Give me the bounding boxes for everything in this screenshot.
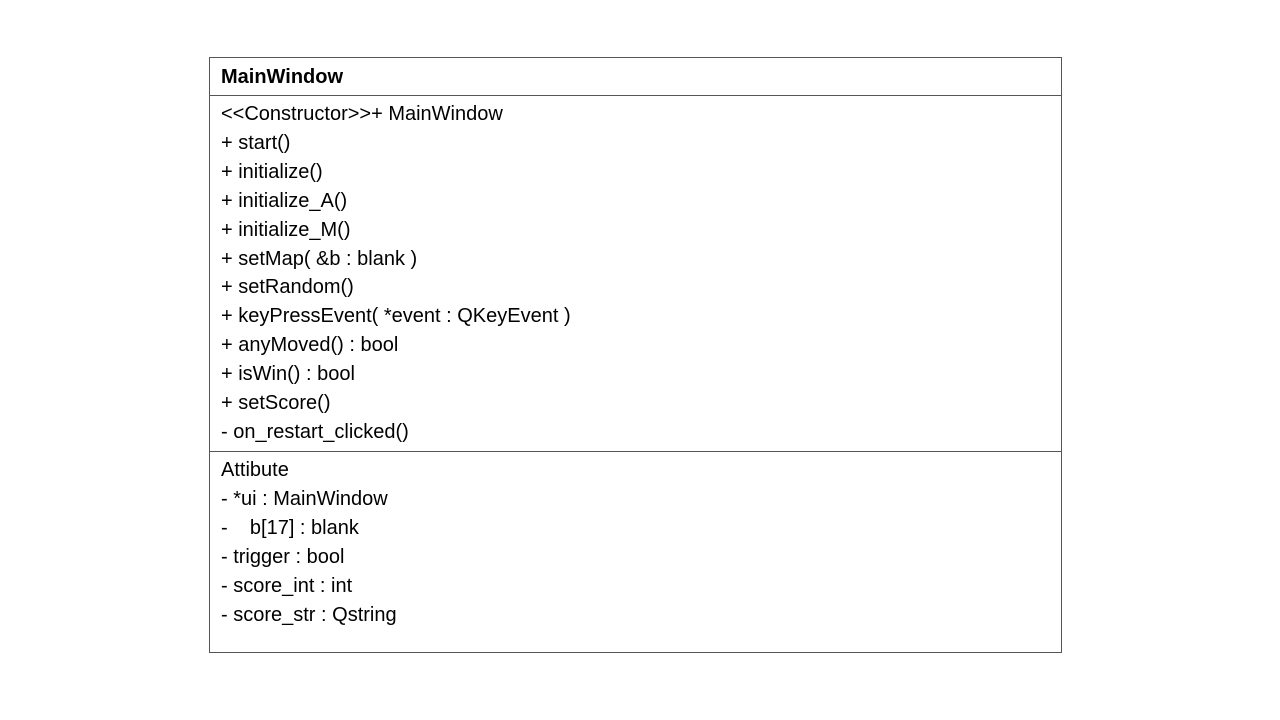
method-key-press-event: + keyPressEvent( *event : QKeyEvent ) xyxy=(221,305,571,328)
attributes-compartment xyxy=(210,452,1061,652)
class-name-compartment xyxy=(210,58,1061,96)
attributes-heading: Attibute xyxy=(221,459,289,481)
method-any-moved: + anyMoved() : bool xyxy=(221,334,399,357)
class-name: MainWindow xyxy=(221,66,344,88)
attribute-trigger: - trigger : bool xyxy=(221,545,345,568)
method-set-score: + setScore() xyxy=(221,392,331,415)
method-is-win: + isWin() : bool xyxy=(221,363,355,386)
method-constructor: <<Constructor>>+ MainWindow xyxy=(221,103,503,125)
uml-class-box xyxy=(209,57,1062,653)
method-set-random: + setRandom() xyxy=(221,276,354,299)
attribute-score-int: - score_int : int xyxy=(221,574,353,597)
method-initialize-a: + initialize_A() xyxy=(221,189,348,212)
methods-compartment xyxy=(210,96,1061,452)
method-initialize: + initialize() xyxy=(221,160,323,183)
attribute-ui: - *ui : MainWindow xyxy=(221,487,388,510)
attribute-score-str: - score_str : Qstring xyxy=(221,603,397,626)
method-on-restart-clicked: - on_restart_clicked() xyxy=(221,420,409,443)
method-start: + start() xyxy=(221,131,291,154)
method-set-map: + setMap( &b : blank ) xyxy=(221,247,418,270)
attribute-b: - b[17] : blank xyxy=(221,516,359,539)
method-initialize-m: + initialize_M() xyxy=(221,218,351,241)
